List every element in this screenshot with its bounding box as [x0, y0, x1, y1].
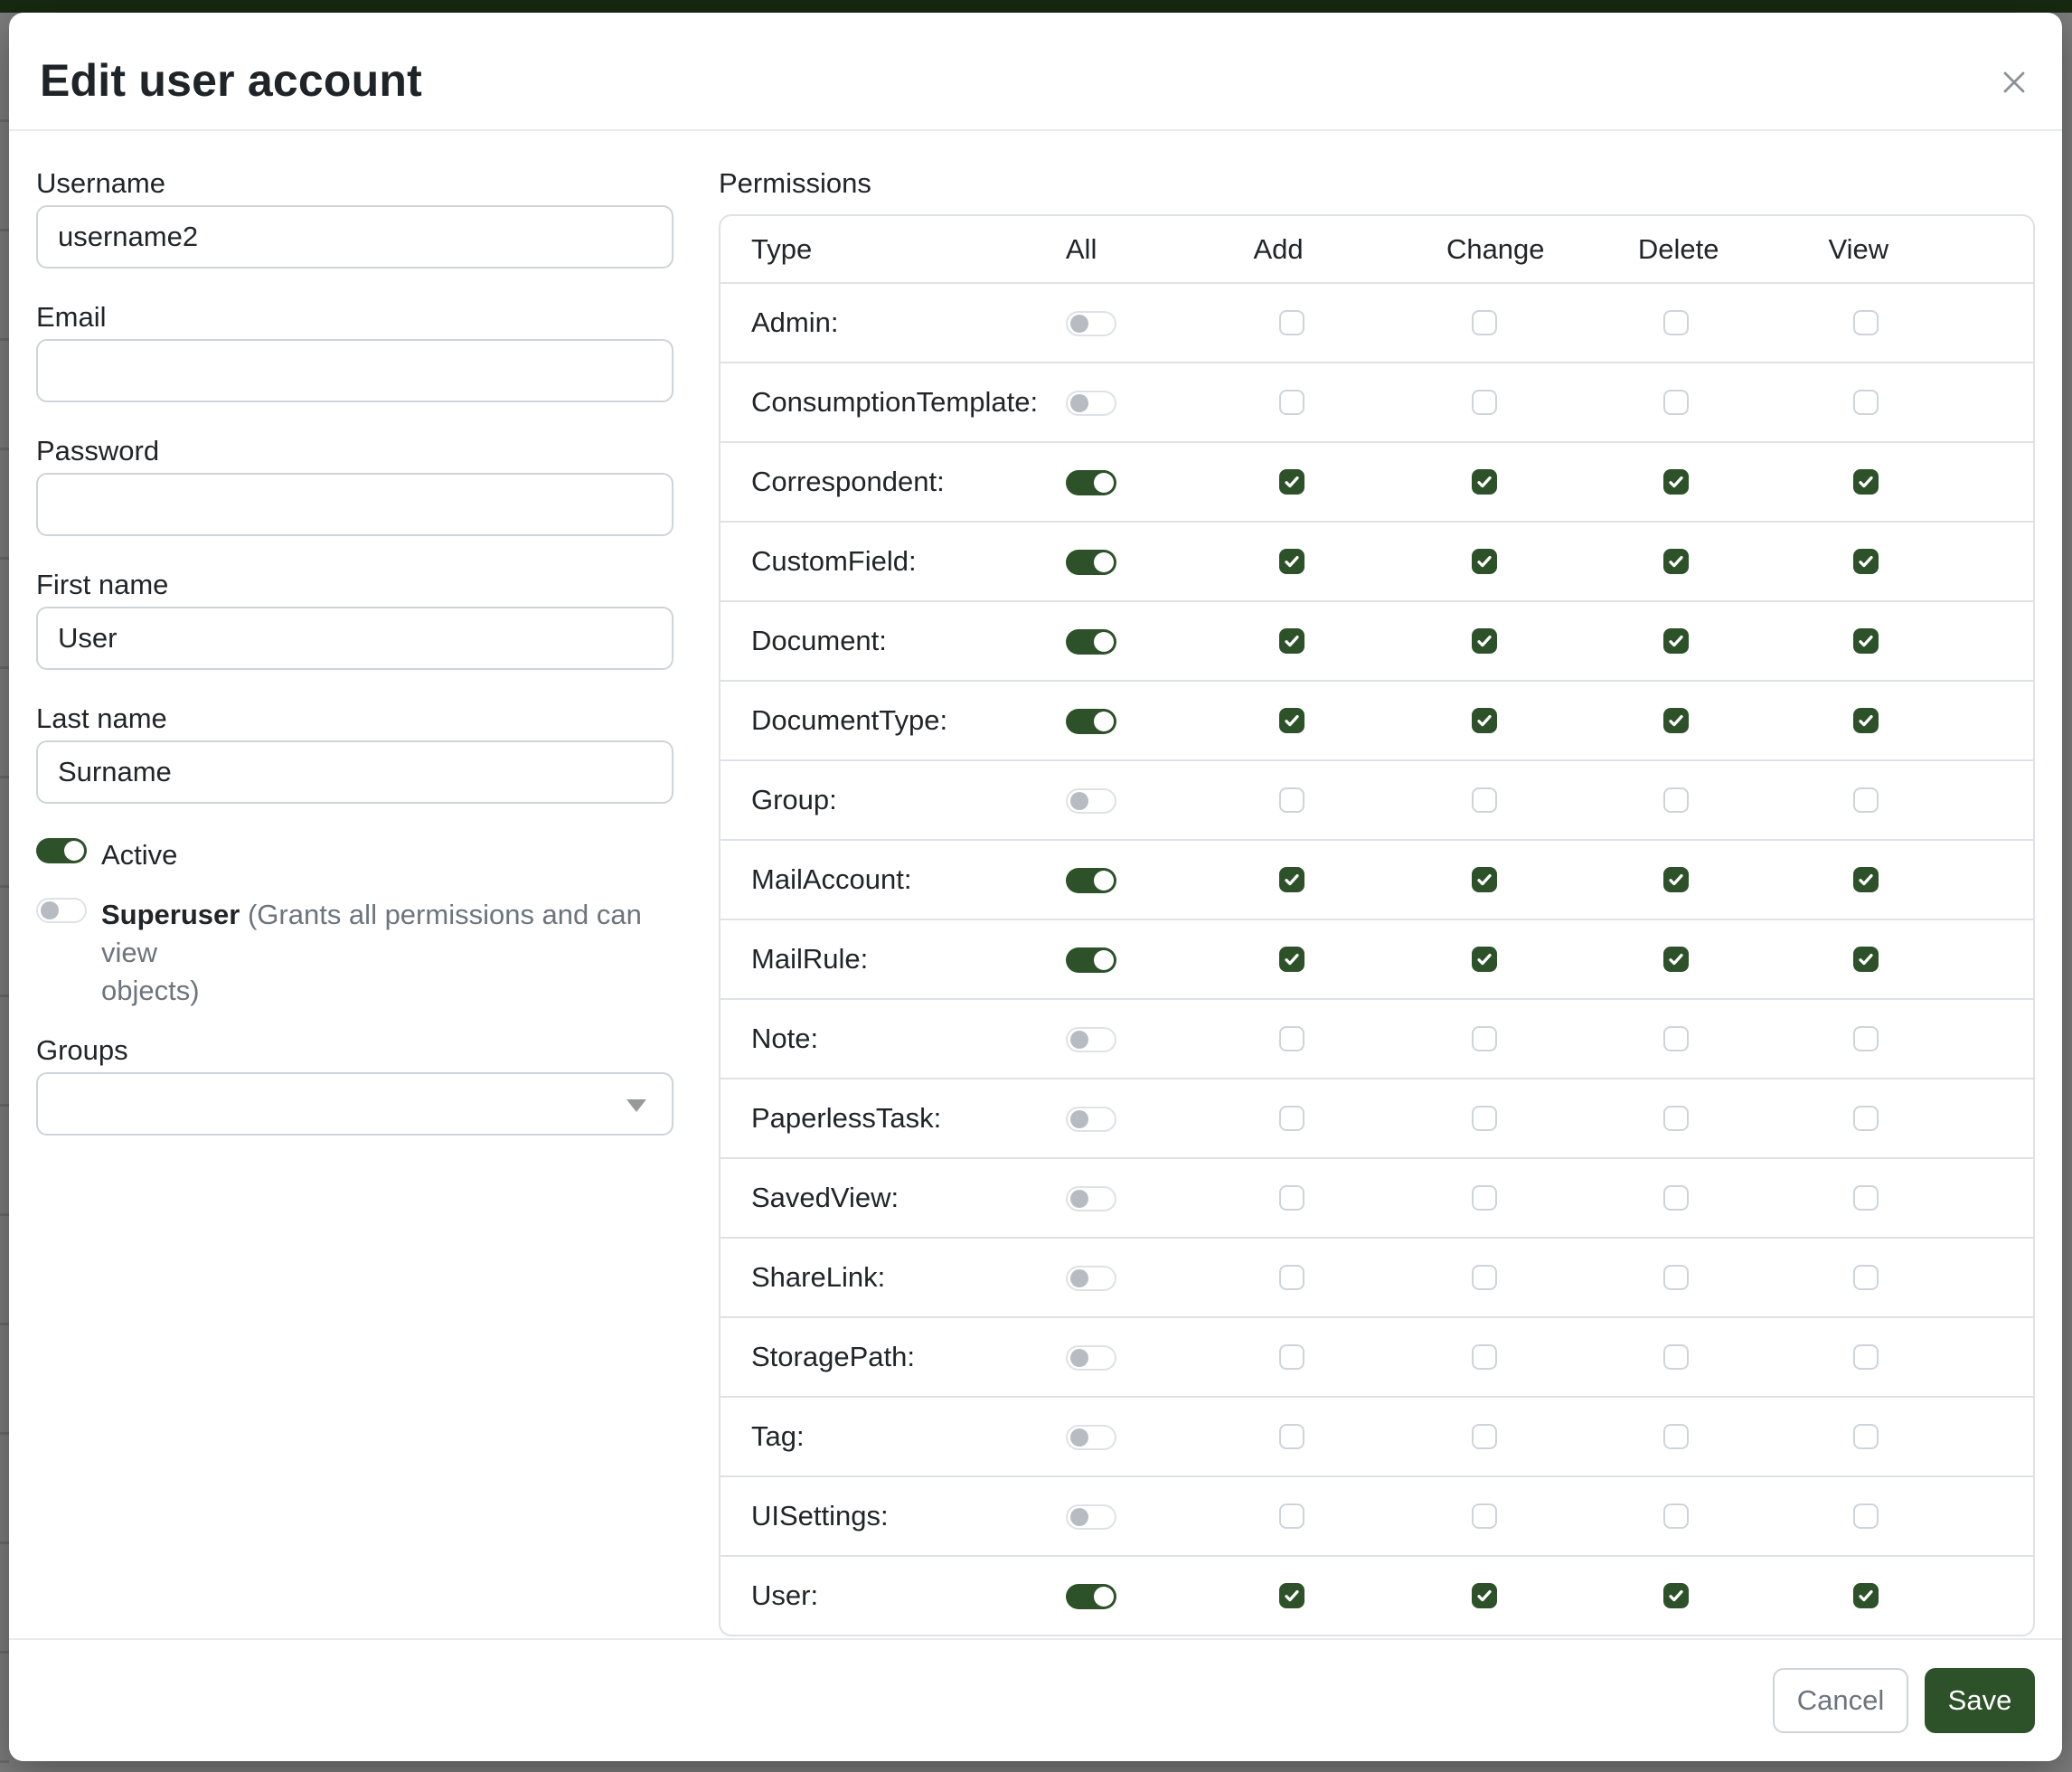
close-icon: [1993, 92, 2035, 106]
permission-all-toggle[interactable]: [1066, 1107, 1116, 1132]
permission-view-checkbox[interactable]: [1853, 469, 1879, 495]
save-button[interactable]: Save: [1925, 1668, 2035, 1733]
permission-type-label: UISettings:: [751, 1500, 889, 1532]
username-input[interactable]: [36, 205, 673, 269]
permission-type-label: ConsumptionTemplate:: [751, 386, 1039, 418]
table-row: [720, 601, 2033, 681]
permission-all-toggle[interactable]: [1066, 868, 1116, 893]
permission-change-checkbox[interactable]: [1472, 1185, 1497, 1211]
permission-delete-checkbox[interactable]: [1663, 1503, 1689, 1529]
permission-change-checkbox[interactable]: [1472, 867, 1497, 892]
superuser-hint-line1: (Grants all permissions and can view: [101, 898, 642, 968]
superuser-hint-line2: objects): [101, 974, 200, 1006]
superuser-text: [101, 896, 644, 1010]
permission-all-toggle[interactable]: [1066, 1345, 1116, 1371]
permission-view-checkbox[interactable]: [1853, 549, 1879, 574]
permission-all-toggle[interactable]: [1066, 1584, 1116, 1609]
permission-delete-checkbox[interactable]: [1663, 1265, 1689, 1290]
permission-delete-checkbox[interactable]: [1663, 1106, 1689, 1131]
active-toggle[interactable]: [36, 838, 87, 863]
permission-add-checkbox[interactable]: [1279, 1424, 1304, 1449]
permission-type-label: Group:: [751, 784, 837, 815]
table-row: [720, 919, 2033, 999]
permission-type-label: Tag:: [751, 1420, 805, 1452]
permission-view-checkbox[interactable]: [1853, 1344, 1879, 1370]
column-header-change: Change: [1446, 232, 1545, 265]
permission-add-checkbox[interactable]: [1279, 867, 1304, 892]
permission-type-label: StoragePath:: [751, 1341, 915, 1372]
modal-backdrop-left: [0, 13, 9, 1772]
column-header-delete: Delete: [1637, 232, 1719, 265]
table-row: [720, 522, 2033, 601]
permission-type-label: Note:: [751, 1023, 819, 1054]
table-row: [720, 283, 2033, 363]
permission-all-toggle[interactable]: [1066, 1266, 1116, 1291]
permission-add-checkbox[interactable]: [1279, 1265, 1304, 1290]
permission-add-checkbox[interactable]: [1279, 310, 1304, 335]
permission-all-toggle[interactable]: [1066, 947, 1116, 973]
permission-all-toggle[interactable]: [1066, 1186, 1116, 1211]
permission-delete-checkbox[interactable]: [1663, 549, 1689, 574]
permission-view-checkbox[interactable]: [1853, 1185, 1879, 1211]
groups-label: Groups: [36, 1034, 128, 1067]
permission-add-checkbox[interactable]: [1279, 787, 1304, 813]
modal-header: [9, 13, 2062, 131]
permission-type-label: User:: [751, 1579, 819, 1611]
permission-change-checkbox[interactable]: [1472, 390, 1497, 415]
permission-change-checkbox[interactable]: [1472, 947, 1497, 972]
cancel-button[interactable]: Cancel: [1773, 1668, 1908, 1733]
permission-change-checkbox[interactable]: [1472, 310, 1497, 335]
permission-view-checkbox[interactable]: [1853, 1106, 1879, 1131]
table-row: [720, 1476, 2033, 1556]
permission-type-label: Correspondent:: [751, 466, 945, 497]
permission-add-checkbox[interactable]: [1279, 947, 1304, 972]
table-row: [720, 681, 2033, 760]
table-row: [720, 363, 2033, 442]
column-header-type: Type: [751, 232, 813, 265]
permissions-heading: Permissions: [719, 167, 871, 199]
permission-view-checkbox[interactable]: [1853, 310, 1879, 335]
permission-view-checkbox[interactable]: [1853, 1424, 1879, 1449]
last-name-field[interactable]: [36, 740, 673, 804]
permission-view-checkbox[interactable]: [1853, 787, 1879, 813]
email-field[interactable]: [36, 339, 673, 402]
permission-delete-checkbox[interactable]: [1663, 1026, 1689, 1051]
permission-view-checkbox[interactable]: [1853, 1026, 1879, 1051]
permission-type-label: ShareLink:: [751, 1261, 886, 1293]
permission-type-label: CustomField:: [751, 545, 917, 577]
column-header-all: All: [1065, 232, 1097, 265]
permission-type-label: Admin:: [751, 306, 839, 338]
permission-change-checkbox[interactable]: [1472, 1503, 1497, 1529]
permission-delete-checkbox[interactable]: [1663, 310, 1689, 335]
last-name-label: Last name: [36, 702, 167, 734]
permission-view-checkbox[interactable]: [1853, 867, 1879, 892]
first-name-field[interactable]: [36, 607, 673, 670]
permission-view-checkbox[interactable]: [1853, 708, 1879, 733]
email-label: Email: [36, 301, 107, 333]
superuser-toggle[interactable]: [36, 898, 87, 923]
permission-all-toggle[interactable]: [1066, 788, 1116, 814]
table-row: [720, 1238, 2033, 1317]
permission-delete-checkbox[interactable]: [1663, 1344, 1689, 1370]
permissions-panel: [719, 167, 2035, 1636]
table-row: [720, 1079, 2033, 1158]
permission-add-checkbox[interactable]: [1279, 708, 1304, 733]
permission-delete-checkbox[interactable]: [1663, 1424, 1689, 1449]
permission-all-toggle[interactable]: [1066, 391, 1116, 416]
permission-all-toggle[interactable]: [1066, 311, 1116, 336]
permission-add-checkbox[interactable]: [1279, 1503, 1304, 1529]
permission-change-checkbox[interactable]: [1472, 549, 1497, 574]
permission-all-toggle[interactable]: [1066, 1425, 1116, 1450]
permission-view-checkbox[interactable]: [1853, 1503, 1879, 1529]
permission-change-checkbox[interactable]: [1472, 708, 1497, 733]
edit-user-modal: [9, 13, 2062, 1761]
permission-type-label: MailRule:: [751, 943, 869, 975]
permission-add-checkbox[interactable]: [1279, 469, 1304, 495]
permissions-header-row: [720, 216, 2033, 283]
permission-all-toggle[interactable]: [1066, 629, 1116, 655]
permission-all-toggle[interactable]: [1066, 1027, 1116, 1052]
permission-add-checkbox[interactable]: [1279, 1583, 1304, 1608]
permission-view-checkbox[interactable]: [1853, 1583, 1879, 1608]
permission-add-checkbox[interactable]: [1279, 549, 1304, 574]
permission-add-checkbox[interactable]: [1279, 390, 1304, 415]
permission-delete-checkbox[interactable]: [1663, 628, 1689, 654]
table-row: [720, 1556, 2033, 1635]
permission-view-checkbox[interactable]: [1853, 1265, 1879, 1290]
permission-add-checkbox[interactable]: [1279, 1344, 1304, 1370]
permission-delete-checkbox[interactable]: [1663, 708, 1689, 733]
permission-change-checkbox[interactable]: [1472, 1344, 1497, 1370]
column-header-add: Add: [1253, 232, 1304, 265]
permission-type-label: Document:: [751, 625, 887, 656]
permission-view-checkbox[interactable]: [1853, 947, 1879, 972]
user-form: [36, 167, 673, 1636]
table-row: [720, 442, 2033, 522]
permission-change-checkbox[interactable]: [1472, 628, 1497, 654]
permission-all-toggle[interactable]: [1066, 550, 1116, 575]
permission-delete-checkbox[interactable]: [1663, 947, 1689, 972]
permission-delete-checkbox[interactable]: [1663, 867, 1689, 892]
permission-delete-checkbox[interactable]: [1663, 1185, 1689, 1211]
permission-change-checkbox[interactable]: [1472, 1265, 1497, 1290]
password-label: Password: [36, 435, 160, 467]
table-row: [720, 999, 2033, 1079]
permission-add-checkbox[interactable]: [1279, 1106, 1304, 1131]
table-row: [720, 840, 2033, 919]
permission-view-checkbox[interactable]: [1853, 390, 1879, 415]
permission-all-toggle[interactable]: [1066, 1504, 1116, 1530]
permission-type-label: MailAccount:: [751, 863, 912, 895]
permission-change-checkbox[interactable]: [1472, 1106, 1497, 1131]
permissions-table-body: [720, 283, 2033, 1635]
permission-delete-checkbox[interactable]: [1663, 787, 1689, 813]
table-row: [720, 760, 2033, 840]
groups-select[interactable]: [36, 1072, 673, 1136]
table-row: [720, 1158, 2033, 1238]
username-label: Username: [36, 167, 165, 199]
page-navbar: [0, 0, 2072, 13]
permission-change-checkbox[interactable]: [1472, 1424, 1497, 1449]
permission-delete-checkbox[interactable]: [1663, 1583, 1689, 1608]
permission-delete-checkbox[interactable]: [1663, 390, 1689, 415]
page-title: Edit user account: [40, 54, 422, 106]
permission-all-toggle[interactable]: [1066, 709, 1116, 734]
column-header-view: View: [1828, 232, 1889, 265]
permission-change-checkbox[interactable]: [1472, 469, 1497, 495]
permission-change-checkbox[interactable]: [1472, 1583, 1497, 1608]
permission-type-label: SavedView:: [751, 1182, 899, 1213]
permission-change-checkbox[interactable]: [1472, 787, 1497, 813]
permissions-table: [719, 214, 2035, 1636]
password-field[interactable]: [36, 473, 673, 536]
close-button[interactable]: [1993, 61, 2035, 103]
active-label: Active: [101, 839, 178, 871]
modal-backdrop-right: [2062, 13, 2072, 1772]
modal-body: [9, 131, 2062, 1636]
permission-type-label: DocumentType:: [751, 704, 948, 736]
permission-add-checkbox[interactable]: [1279, 628, 1304, 654]
permission-view-checkbox[interactable]: [1853, 628, 1879, 654]
first-name-label: First name: [36, 569, 169, 600]
modal-footer: [9, 1638, 2062, 1761]
table-row: [720, 1317, 2033, 1397]
permission-change-checkbox[interactable]: [1472, 1026, 1497, 1051]
permission-type-label: PaperlessTask:: [751, 1102, 942, 1134]
table-row: [720, 1397, 2033, 1476]
superuser-label: Superuser: [101, 898, 240, 930]
permission-all-toggle[interactable]: [1066, 470, 1116, 495]
permission-add-checkbox[interactable]: [1279, 1026, 1304, 1051]
permission-add-checkbox[interactable]: [1279, 1185, 1304, 1211]
permission-delete-checkbox[interactable]: [1663, 469, 1689, 495]
